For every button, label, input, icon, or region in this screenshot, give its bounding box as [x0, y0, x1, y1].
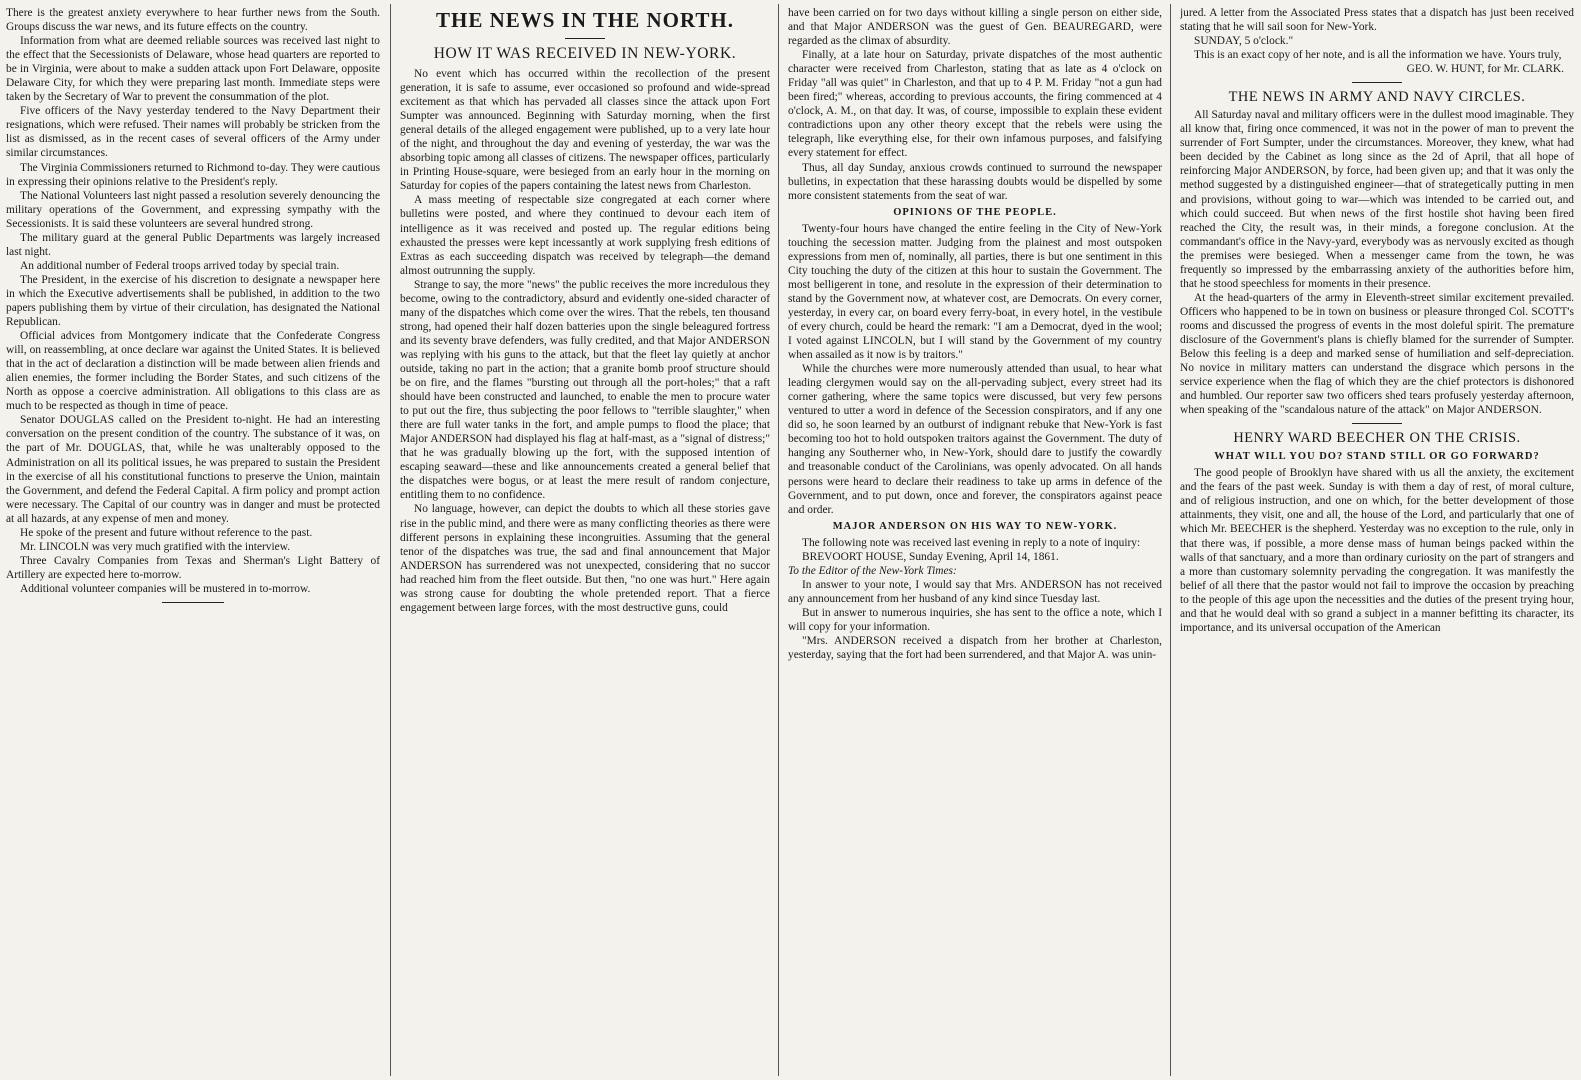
column-4 [1180, 6, 1574, 1076]
paragraph: Twenty-four hours have changed the entire feeling in the City of New-York touching the secession matter. Judging from the plainest and most outspoken expressions from men of, nominally, all parties, there is but one sentiment in this City touching the duty of the citizen at this hour to sustain the Government. The most belligerent in tone, and resolute in the expression of their determination to stand by the Government now, at whatever cost, are Democrats. On every corner, yesterday, in every car, on board every ferry-boat, in every hotel, in the vestibule of every church, could be heard the remark: "I am a Democrat, dyed in the wool; I voted against LINCOLN, but I will stand by the Government of my country when assailed as it now is by traitors." [788, 222, 1162, 362]
column-1 [6, 6, 380, 1076]
section-divider [1352, 82, 1402, 83]
paragraph: At the head-quarters of the army in Eleventh-street similar excitement prevailed. Officers who happened to be in town on business or pleasure thronged Col. SCOTT's rooms and discussed the progress of events in the most doleful spirit. The premature disclosure of the Government's plans is chiefly blamed for the surrender of Sumpter. Below this feeling is a deep and marked sense of humiliation and self-depreciation. No novice in military matters can understand the disgrace which persons in the service experience when the flag of which they are the chief protectors is dishonored and humbled. Our reporter saw two officers shed tears profusely yesterday afternoon, when speaking of the "scandalous nature of the attack" on Major ANDERSON. [1180, 291, 1574, 417]
signature: GEO. W. HUNT, for Mr. CLARK. [1406, 63, 1564, 76]
paragraph: There is the greatest anxiety everywhere to hear further news from the South. Groups discuss the war news, and its future effects on the country. [6, 7, 380, 34]
paragraph: This is an exact copy of her note, and is all the information we have. Yours truly, [1194, 49, 1562, 62]
paragraph: Strange to say, the more "news" the public receives the more incredulous they become, owing to the contradictory, absurd and evidently one-sided character of many of the dispatches which come over the wires. That the rebels, ten thousand strong, had opened their half dozen batteries upon the single beleagured fortress and its seventy brave defenders, was fully credited, and that Major ANDERSON was replying with his guns to the attack, but that the fleet lay quietly at anchor outside, taking no part in the action; that a granite bomb proof structure should be on fire, and the flames "bursting out through all the port-holes;" that a raft should have been constructed and launched, to enable the men to procure water to put out the fire, thus subjecting the poor fellows to "terrible slaughter," when there are full water tanks in the fort, and ample pumps to flood the place; that Major ANDERSON had displayed his flag at half-mast, as a "signal of distress;" that he was gradually blowing up the fort, with the supposed intention of escaping seaward—these and like announcements created a general belief that the dispatches were bogus, or at least the mere result of random conjecture, entitling them to no confidence. [400, 278, 770, 502]
paragraph: Information from what are deemed reliable sources was received last night to the effect that the Secessionists of Delaware, whose head quarters are reported to be in Virginia, were about to make a sudden attack upon Fort Delaware, opposite Delaware City, for which they were preparing last month. Immediate steps were taken by the Secretary of War to prevent the consummation of the plot. [6, 35, 380, 104]
column-3 [788, 6, 1162, 1076]
paragraph: All Saturday naval and military officers were in the dullest mood imaginable. They all know that, firing once commenced, it was not in the power of man to prevent the surrender of Fort Sumpter, under the circumstances. Moreover, they knew, what had been decided by the Cabinet as long since as the 2d of April, that all hope of reinforcing Major ANDERSON, by force, had been given up; and that it was only the method suggested by a distinguished engineer—that of strategetically putting in men and provisions, without going to war—which was intended to be carried out, and which could succeed. But when news of the first hostile shot having been fired reached the City, the result was, in their minds, a foregone conclusion. At the commandant's office in the Navy-yard, everybody was as nervously excited as though the premises were besieged. When a messenger came from the town, he was frequently so impressed by the embarrassing anxiety of the authorities before him, that he stood speechless for moments in their presence. [1180, 109, 1574, 290]
subheading: OPINIONS OF THE PEOPLE. [893, 206, 1057, 218]
dateline: BREVOORT HOUSE, Sunday Evening, April 14, 1861. [802, 550, 1059, 563]
paragraph: SUNDAY, 5 o'clock." [1194, 35, 1294, 48]
salutation: To the Editor of the New-York Times: [788, 564, 957, 577]
headline: THE NEWS IN THE NORTH. [435, 8, 735, 32]
paragraph: Three Cavalry Companies from Texas and Sherman's Light Battery of Artillery are expected here to-morrow. [6, 554, 380, 581]
deck-headline: HOW IT WAS RECEIVED IN NEW-YORK. [433, 45, 737, 62]
paragraph: Additional volunteer companies will be mustered in to-morrow. [20, 582, 311, 595]
subheading: MAJOR ANDERSON ON HIS WAY TO NEW-YORK. [832, 520, 1118, 532]
paragraph: The Virginia Commissioners returned to Richmond to-day. They were cautious in expressing their opinions relative to the President's reply. [6, 161, 380, 188]
paragraph: have been carried on for two days without killing a single person on either side, and that Major ANDERSON was the guest of Gen. BEAUREGARD, were regarded as the climax of absurdity. [788, 7, 1162, 48]
column-rule [390, 4, 391, 1076]
paragraph: The military guard at the general Public Departments was largely increased last night. [6, 231, 380, 258]
paragraph: But in answer to numerous inquiries, she has sent to the office a note, which I will copy for your information. [788, 606, 1162, 633]
paragraph: Official advices from Montgomery indicate that the Confederate Congress will, on reassembling, at once declare war against the United States. It is believed that in the act of declaration a distinction will be made between alien friends and alien enemies, the former including the Border States, and such citizens of the North as oppose a coercive administration. All obligations to this class are as much to be respected as though in time of peace. [6, 330, 380, 413]
column-rule [1170, 4, 1171, 1076]
column-2 [400, 6, 770, 1076]
paragraph: An additional number of Federal troops arrived today by special train. [20, 259, 340, 272]
paragraph: Finally, at a late hour on Saturday, private dispatches of the most authentic character were received from Charleston, stating that as late as 4 o'clock on Friday "all was quiet" in Charleston, and that up to 4 P. M. Friday "not a gun had been fired;" whereas, according to previous accounts, the firing commenced at 4 o'clock, A. M., on that day. It was, of course, impossible to explain these evident contradictions upon any other theory except that the rebels were using the telegraph, like everything else, for their own infamous purposes, and falsifying every statement for effect. [788, 49, 1162, 160]
section-heading: THE NEWS IN ARMY AND NAVY CIRCLES. [1228, 89, 1526, 106]
paragraph: The following note was received last evening in reply to a note of inquiry: [802, 536, 1141, 549]
paragraph: The National Volunteers last night passed a resolution severely denouncing the military operations of the Government, and expressing sympathy with the Secessionists. It is said these volunteers are several hundred strong. [6, 189, 380, 230]
paragraph: In answer to your note, I would say that Mrs. ANDERSON has not received any announcement from her husband of any kind since Tuesday last. [788, 578, 1162, 605]
column-rule [778, 4, 779, 1076]
paragraph: No language, however, can depict the doubts to which all these stories gave rise in the public mind, and there were as many conflicting theories as there were different persons in explaining these incongruities. Assuming that the general tenor of the dispatches was true, the sad and final announcement that Major ANDERSON has surrendered was not unexpected, considering that no succor had reached him from the fleet outside. But then, "no one was hurt." Here again was strong cause for doubting the whole pretended report. That a fierce engagement between large forces, with the most destructive guns, could [400, 503, 770, 614]
section-divider [162, 602, 224, 603]
headline-rule [565, 38, 605, 39]
paragraph: He spoke of the present and future without reference to the past. [20, 526, 313, 539]
paragraph: "Mrs. ANDERSON received a dispatch from her brother at Charleston, yesterday, saying that the fort had been surrendered, and that Major A. was unin- [788, 634, 1162, 662]
paragraph: Five officers of the Navy yesterday tendered to the Navy Department their resignations, which were refused. Their names will probably be stricken from the list as dismissed, as in the recent cases of several officers of the Army under similar circumstances. [6, 105, 380, 160]
paragraph: Senator DOUGLAS called on the President to-night. He had an interesting conversation on the present condition of the country. The substance of it was, on the part of Mr. DOUGLAS, that, while he was unalterably opposed to the Administration on all its political issues, he was prepared to sustain the President in the exercise of all his constitutional functions to preserve the Union, maintain the Government, and defend the Federal Capital. A firm policy and prompt action were necessary. The Capital of our country was in danger and must be protected at all hazards, at any expense of men and money. [6, 414, 380, 525]
paragraph: The good people of Brooklyn have shared with us all the anxiety, the excitement and the fears of the past week. Sunday is with them a day of rest, of moral culture, and of religious instruction, and one on which, for the better development of those attainments, they visit, one and all, the house of the Lord, and particularly that one of which Mr. BEECHER is the shepherd. Yesterday was no exception to the rule, only in that there was, if possible, a more dense mass of human beings packed within the walls of that sanctuary, and a more than ordinary curiosity on the part of strangers and a more than customary solemnity pervading the congregation. It was manifestly the belief of all there that the pastor would not fail to improve the occasion by preaching to the people of this age upon the necessities and the duties of the present trying hour, and that he would deal with so grand a subject in a manner befitting its character, its importance, and its universal occupation of the American [1180, 467, 1574, 634]
section-divider [1352, 423, 1402, 424]
paragraph: Thus, all day Sunday, anxious crowds continued to surround the newspaper bulletins, in expectation that these harassing doubts would be dispelled by some more consistent statements from the seat of war. [788, 161, 1162, 202]
paragraph: While the churches were more numerously attended than usual, to hear what leading clergymen would say on the all-pervading subject, every street had its corner gathering, where the same topics were discussed, but very few persons ventured to utter a word in defence of the Secession conspirators, and if any one did so, he soon learned by an outburst of indignant rebuke that New-York is fast becoming too hot to hold outspoken traitors against the Government. The duty of hanging any Southerner who, in New-York, should dare to justify the cowardly and treasonable conduct of the Carolinians, was openly advocated. On all hands persons were heard to declare their readiness to take up arms in defence of the Government, and to put down, once and forever, the conspirators against peace and order. [788, 363, 1162, 516]
subheading: WHAT WILL YOU DO? STAND STILL OR GO FORWARD? [1214, 451, 1540, 463]
paragraph: jured. A letter from the Associated Press states that a dispatch has just been received stating that he will sail soon for New-York. [1180, 7, 1574, 34]
paragraph: Mr. LINCOLN was very much gratified with the interview. [20, 540, 291, 553]
section-heading: HENRY WARD BEECHER ON THE CRISIS. [1233, 430, 1521, 447]
paragraph: A mass meeting of respectable size congregated at each corner where bulletins were posted, and where they continued to devour each item of intelligence as it was received and posted up. The regular editions being exhausted the presses were kept incessantly at work supplying fresh editions of Extras as each succeeding dispatch was received by telegraph—the demand almost outrunning the supply. [400, 194, 770, 277]
paragraph: The President, in the exercise of his discretion to designate a newspaper here in which the Executive advertisements shall be published, in addition to the two papers publishing them by virtue of their circulation, has designated the National Republican. [6, 273, 380, 329]
paragraph: No event which has occurred within the recollection of the present generation, it is safe to assume, ever occasioned so profound and wide-spread excitement as that which has pervaded all classes since the attack upon Fort Sumpter was announced. Beginning with Saturday morning, when the first general details of the alleged engagement were published, up to a very late hour of the night, and throughout the day and evening of yesterday, the war was the absorbing topic among all classes of citizens. The newspaper offices, particularly in Printing House-square, were besieged from an early hour in the morning on Saturday for copies of the papers containing the latest news from Charleston. [400, 68, 770, 193]
